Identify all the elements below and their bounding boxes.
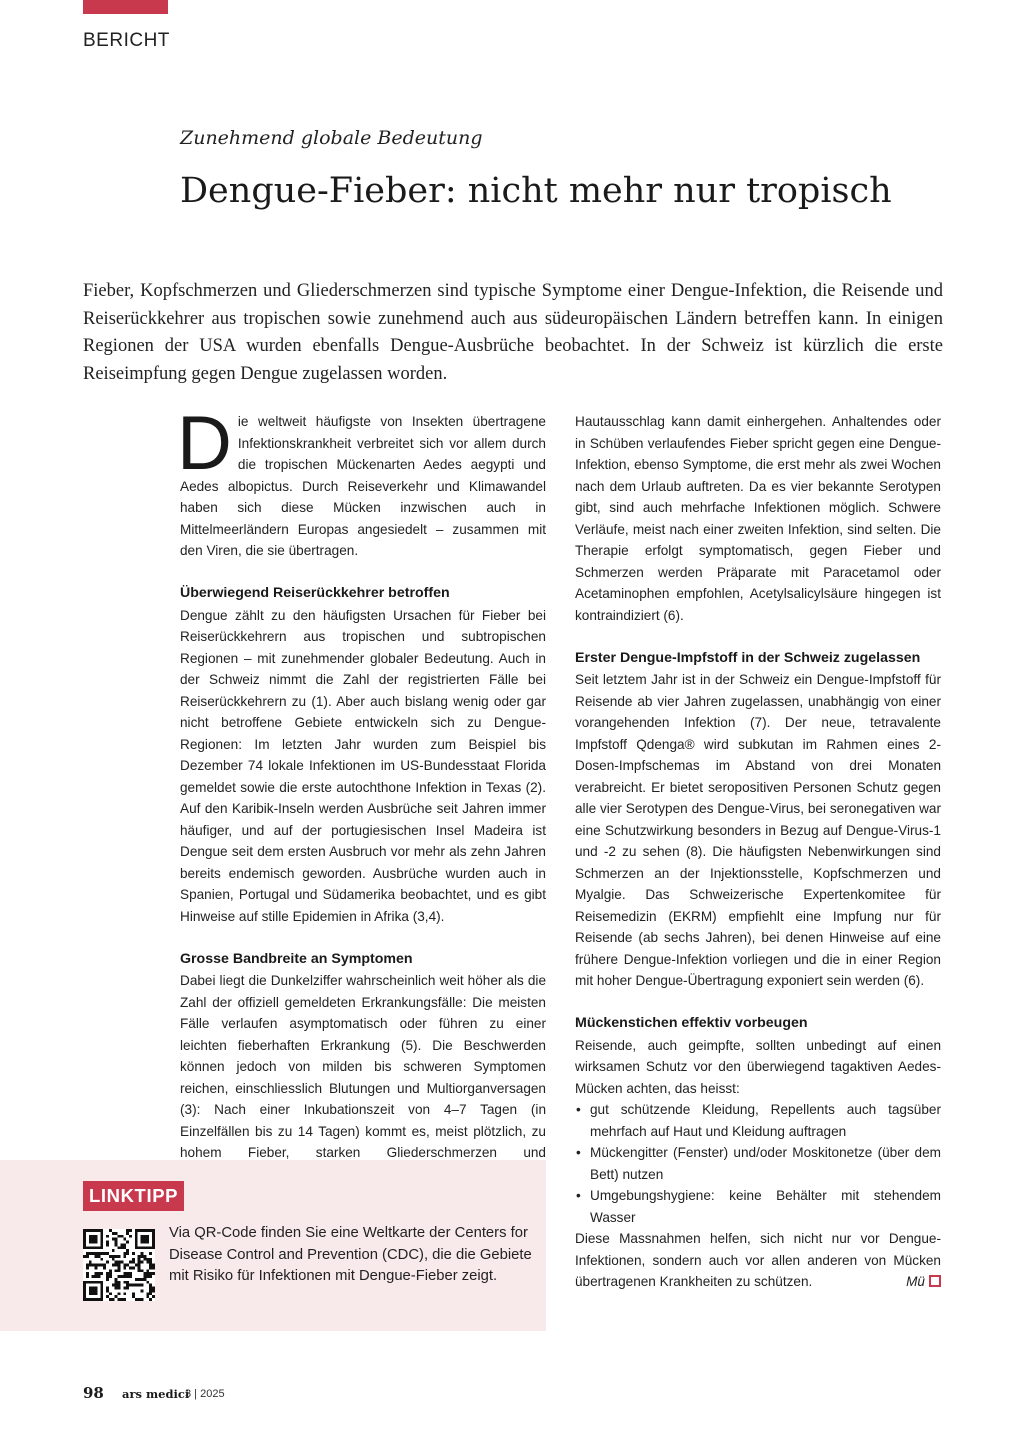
list-item: • Umgebungshygiene: keine Behälter mit stehendem Wasser <box>575 1185 941 1228</box>
author-signature: Mü <box>906 1271 941 1293</box>
section-body: Reisende, auch geimpfte, sollten unbedingt auf einen wirksamen Schutz vor den überwiegend tagaktiven Aedes-Mücken achten, das heisst: <box>575 1037 941 1096</box>
top-accent-bar <box>83 0 168 14</box>
linktip-text: Via QR-Code finden Sie eine Weltkarte der Centers for Disease Control and Prevention (CDC), die die Gebiete mit Risiko für Infektionen mit Dengue-Fieber zeigt. <box>169 1225 532 1284</box>
list-item: • Mückengitter (Fenster) und/oder Moskitonetze (über dem Bett) nutzen <box>575 1142 941 1185</box>
article-lead: Fieber, Kopfschmerzen und Gliederschmerzen sind typische Symptome einer Dengue-Infektion, die Reisende und Reiserückkehrer aus tropischen sowie zunehmend auch aus südeuropäischen Ländern betreffen kann. In einigen Regionen der USA wurden ebenfalls Dengue-Ausbrüche beobachtet. In der Schweiz ist kürzlich die erste Reiseimpfung gegen Dengue zugelassen worden. <box>83 281 943 384</box>
qr-code-icon[interactable] <box>83 1229 155 1301</box>
section-heading: Überwiegend Reiserückkehrer betroffen <box>180 585 450 601</box>
section-body: Dengue zählt zu den häufigsten Ursachen für Fieber bei Reiserückkehrern aus tropischen und subtropischen Regionen – mit zunehmender globaler Bedeutung. Auch in der Schweiz nimmt die Zahl der registrierten Fälle bei Reiserückkehrern zu (1). Aber auch bislang wenig oder gar nicht betroffene Gebiete entwickeln sich zu Dengue-Regionen: Im letzten Jahr wurden zum Beispiel bis Dezember 74 lokale Infektionen im US-Bundesstaat Florida gemeldet sowie die erste autochthone Infektion in Texas (2). Auf den Karibik-Inseln werden Ausbrüche seit Jahren immer häufiger, und auf der portugiesischen Insel Madeira ist Dengue seit dem ersten Ausbruch vor mehr als zehn Jahren bereits endemisch geworden. Ausbrüche wurden auch in Spanien, Portugal und Südamerika beobachtet, und es gibt Hinweise auf stille Epidemien in Afrika (3,4). <box>180 607 546 924</box>
article-title: Dengue-Fieber: nicht mehr nur tropisch <box>180 171 892 211</box>
section-body-continued: Hautausschlag kann damit einhergehen. Anhaltendes oder in Schüben verlaufendes Fieber spricht gegen eine Dengue-Infektion, ebenso Symptome, die erst mehr als zwei Wochen nach dem Urlaub auftreten. Da es vier bekannte Serotypen gibt, sind auch mehrfache Infektionen möglich. Schwere Verläufe, meist nach einer zweiten Infektion, sind selten. Die Therapie erfolgt symptomatisch, gegen Fieber und Schmerzen werden Präparate mit Paracetamol oder Acetaminophen empfohlen, Acetylsalicylsäure hingegen ist kontraindiziert (6). <box>575 414 941 623</box>
closing-paragraph: Diese Massnahmen helfen, sich nicht nur vor Dengue-Infektionen, sondern auch vor allen anderen von Mücken übertragenen Krankheiten zu schützen. Mü <box>575 1228 941 1293</box>
issue-number: 3 | 2025 <box>185 1388 225 1400</box>
drop-cap: D <box>177 401 232 486</box>
journal-name: ars medici <box>122 1387 190 1401</box>
section-body: Seit letztem Jahr ist in der Schweiz ein Dengue-Impfstoff für Reisende ab vier Jahren zugelassen, unabhängig von einer vorangehenden Infektion (7). Der neue, tetravalente Impfstoff Qdenga® wird subkutan im Rahmen eines 2-Dosen-Impfschemas im Abstand von drei Monaten verabreicht. Er bietet seropositiven Personen Schutz gegen alle vier Serotypen des Dengue-Virus, bei seronegativen war eine Schutzwirkung besonders in Bezug auf Dengue-Virus-1 und -2 zu sehen (8). Die häufigsten Nebenwirkungen sind Schmerzen an der Injektionsstelle, Kopfschmerzen und Myalgie. Das Schweizerische Expertenkomitee für Reisemedizin (EKRM) empfiehlt eine Impfung nur für Reisende (ab sechs Jahren), bei denen Hinweise auf eine frühere Dengue-Infektion vorliegen und die in einer Region mit hoher Dengue-Übertragung exponiert sein werden (6). <box>575 672 941 988</box>
section-heading: Mückenstichen effektiv vorbeugen <box>575 1015 808 1031</box>
prevention-list <box>575 1099 941 1228</box>
intro-paragraph: Die weltweit häufigste von Insekten übertragene Infektionskrankheit verbreitet sich vor allem durch die tropischen Mückenarten Aedes aegypti und Aedes albopictus. Durch Reiseverkehr und Klimawandel haben sich diese Mücken inzwischen auch in Mittelmeerländern Europas angesiedelt – zusammen mit den Viren, die sie übertragen. <box>177 401 546 558</box>
section-body: Dabei liegt die Dunkelziffer wahrscheinlich weit höher als die Zahl der offiziell gemeldeten Erkrankungsfälle: Die meisten Fälle verlaufen asymptomatisch oder führen zu einer leichten fieberhaften Erkrankung (5). Die Beschwerden können jedoch von milden bis schweren Symptomen reichen, einschliesslich Blutungen und Multiorganversagen (3): Nach einer Inkubationszeit von 4–7 Tagen (in Einzelfällen bis zu 14 Tagen) kommt es, meist plötzlich, zu hohem Fieber, starken Gliederschmerzen und <box>180 973 546 1160</box>
list-item: • gut schützende Kleidung, Repellents auch tagsüber mehrfach auf Haut und Kleidung auftragen <box>575 1099 941 1142</box>
article-kicker: Zunehmend globale Bedeutung <box>180 127 483 149</box>
page-number: 98 <box>83 1384 104 1402</box>
end-mark-icon <box>929 1275 941 1287</box>
article-column-left <box>177 401 546 1185</box>
article-column-right <box>575 411 941 1293</box>
linktip-label: LINKTIPP <box>83 1181 184 1211</box>
section-heading: Erster Dengue-Impfstoff in der Schweiz zugelassen <box>575 649 921 666</box>
section-label: BERICHT <box>83 30 170 51</box>
section-heading: Grosse Bandbreite an Symptomen <box>180 950 413 967</box>
